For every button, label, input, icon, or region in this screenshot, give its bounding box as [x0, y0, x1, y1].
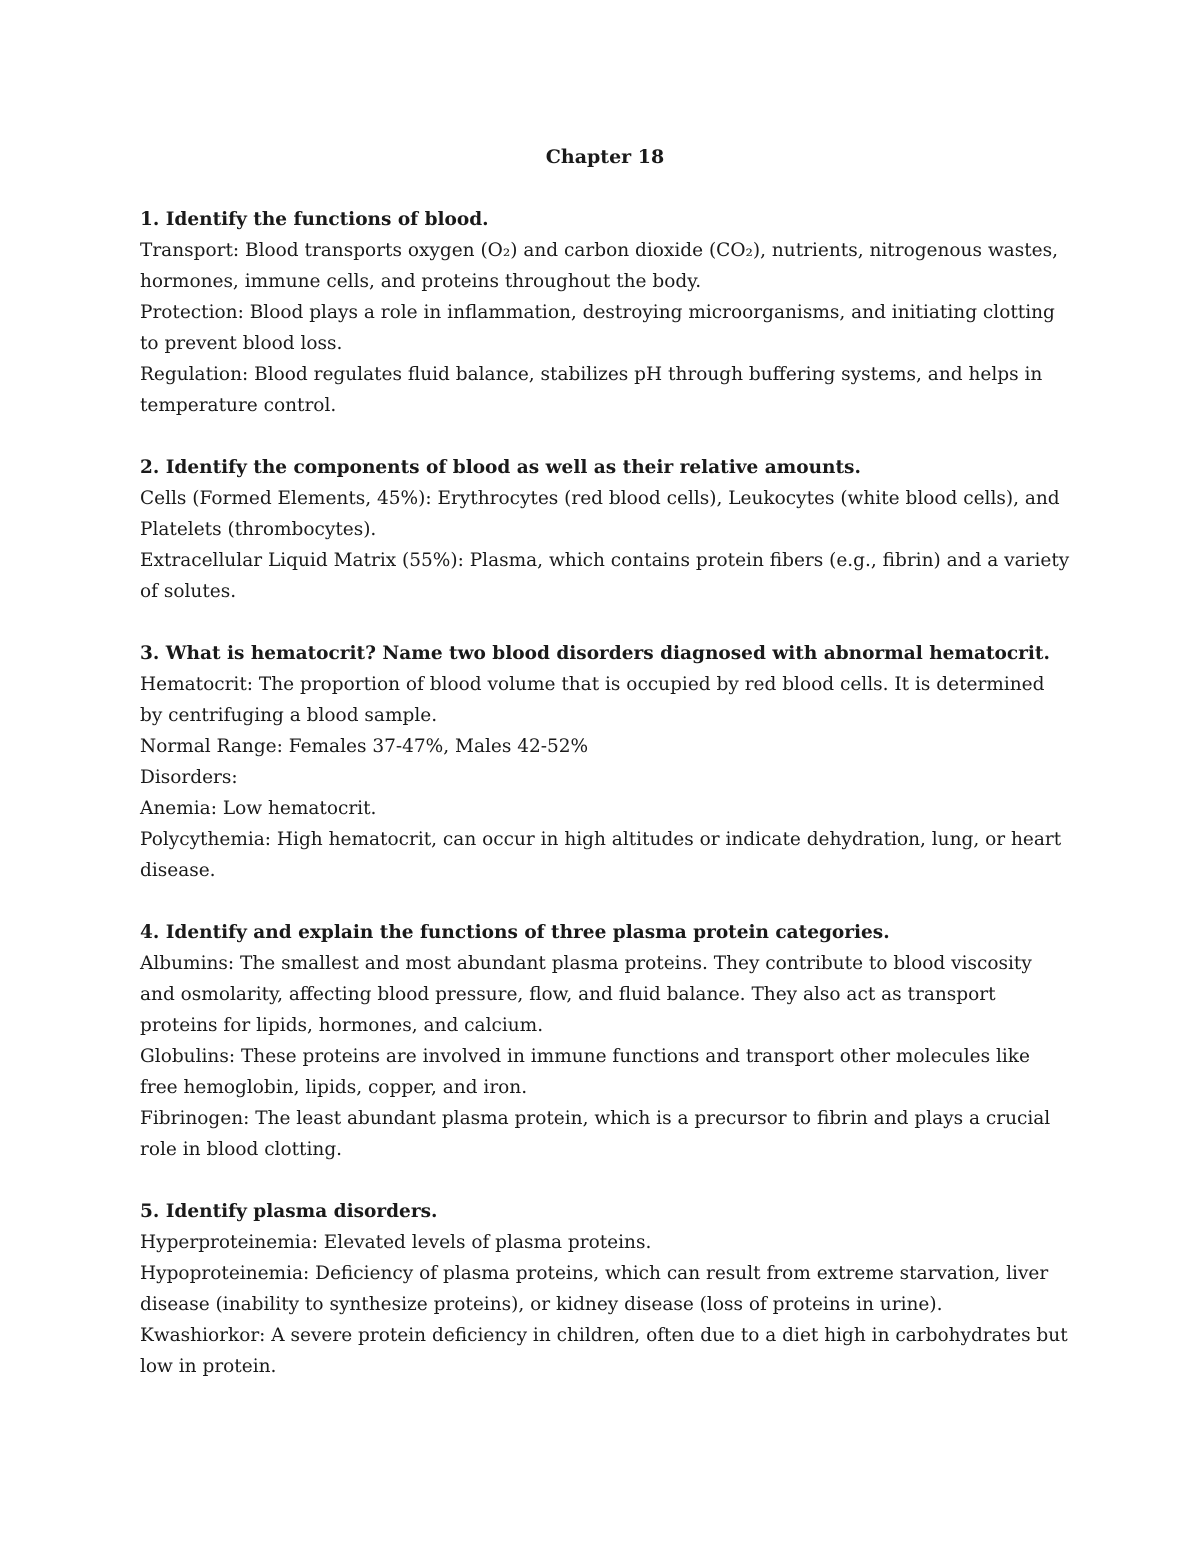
- question-section-5: [140, 1196, 1070, 1382]
- answer-paragraph: Transport: Blood transports oxygen (O₂) and carbon dioxide (CO₂), nutrients, nitrogenous wastes, hormones, immune cells, and proteins throughout the body.: [140, 240, 1058, 292]
- question-heading: 4. Identify and explain the functions of three plasma protein categories.: [140, 922, 890, 943]
- question-heading: 5. Identify plasma disorders.: [140, 1201, 438, 1222]
- question-section-2: [140, 452, 1070, 607]
- answer-paragraph: Kwashiorkor: A severe protein deficiency in children, often due to a diet high in carbohydrates but low in protein.: [140, 1325, 1068, 1377]
- answer-paragraph: Protection: Blood plays a role in inflammation, destroying microorganisms, and initiating clotting to prevent blood loss.: [140, 302, 1055, 354]
- answer-paragraph: Polycythemia: High hematocrit, can occur in high altitudes or indicate dehydration, lung, or heart disease.: [140, 829, 1062, 881]
- question-heading: 2. Identify the components of blood as well as their relative amounts.: [140, 457, 861, 478]
- question-heading: 1. Identify the functions of blood.: [140, 209, 489, 230]
- answer-paragraph: Normal Range: Females 37-47%, Males 42-52%: [140, 736, 589, 757]
- answer-paragraph: Hypoproteinemia: Deficiency of plasma proteins, which can result from extreme starvation, liver disease (inability to synthesize proteins), or kidney disease (loss of proteins in urine).: [140, 1263, 1049, 1315]
- question-section-4: [140, 917, 1070, 1165]
- answer-paragraph: Anemia: Low hematocrit.: [140, 798, 377, 819]
- answer-paragraph: Cells (Formed Elements, 45%): Erythrocytes (red blood cells), Leukocytes (white blood cells), and Platelets (thrombocytes).: [140, 488, 1060, 540]
- answer-paragraph: Disorders:: [140, 767, 238, 788]
- chapter-title: Chapter 18: [545, 146, 665, 168]
- answer-paragraph: Hyperproteinemia: Elevated levels of plasma proteins.: [140, 1232, 652, 1253]
- question-heading: 3. What is hematocrit? Name two blood disorders diagnosed with abnormal hematocrit.: [140, 643, 1050, 664]
- answer-paragraph: Globulins: These proteins are involved in immune functions and transport other molecules like free hemoglobin, lipids, copper, and iron.: [140, 1046, 1030, 1098]
- question-section-3: [140, 638, 1070, 886]
- answer-paragraph: Albumins: The smallest and most abundant plasma proteins. They contribute to blood viscosity and osmolarity, affecting blood pressure, flow, and fluid balance. They also act as transport proteins for lipids, hormones, and calcium.: [140, 953, 1032, 1036]
- answer-paragraph: Regulation: Blood regulates fluid balance, stabilizes pH through buffering systems, and helps in temperature control.: [140, 364, 1043, 416]
- document-page: [140, 142, 1070, 1413]
- answer-paragraph: Hematocrit: The proportion of blood volume that is occupied by red blood cells. It is determined by centrifuging a blood sample.: [140, 674, 1045, 726]
- answer-paragraph: Fibrinogen: The least abundant plasma protein, which is a precursor to fibrin and plays a crucial role in blood clotting.: [140, 1108, 1051, 1160]
- answer-paragraph: Extracellular Liquid Matrix (55%): Plasma, which contains protein fibers (e.g., fibrin) and a variety of solutes.: [140, 550, 1070, 602]
- question-section-1: [140, 204, 1070, 421]
